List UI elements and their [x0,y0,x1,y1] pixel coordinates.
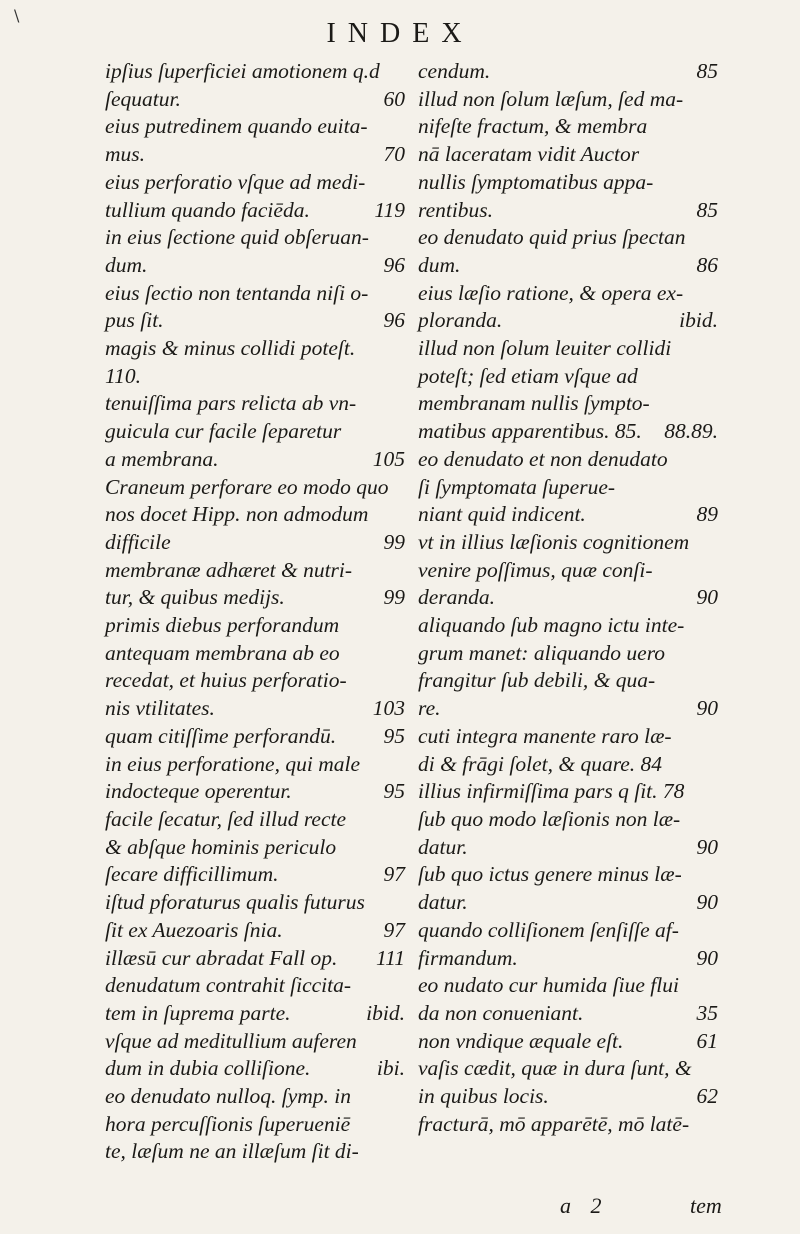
index-entry [418,446,718,529]
index-entry-line: hora percuſſionis ſuperueniē [105,1111,351,1136]
index-entry-line: illud non ſolum læſum, ſed ma- [418,86,684,111]
index-entry-line: di & frāgi ſolet, & quare. 84 [418,751,663,776]
page-reference: 90 [696,890,718,915]
index-entry-line: 70 mus. [121,141,405,169]
index-entry-line: eius ſectio non tentanda niſi o- [105,280,369,305]
index-entry-line: membranam nullis ſympto- [418,391,650,416]
index-entry-line: grum manet: aliquando uero [418,640,666,665]
index-entry [418,86,718,225]
page-reference: 90 [696,585,718,610]
index-entry-line: primis diebus perforandum [105,613,340,638]
index-entry [105,280,405,335]
index-entry-line: 97 ſit ex Auezoaris ſnia. [121,917,405,945]
running-head: INDEX [326,18,474,49]
index-entry-line: guicula cur facile ſeparetur [105,419,342,444]
index-entry-line: eius læſio ratione, & opera ex- [418,280,684,305]
index-entry-line: 85 cendum. [434,58,718,86]
right-column [418,58,718,1138]
index-entry-line: 62 in quibus locis. [434,1083,718,1111]
corner-mark: \ [14,6,20,25]
index-entry [418,972,718,1027]
index-entry [105,224,405,279]
index-entry [418,917,718,972]
index-entry-line: ibid. tem in ſuprema parte. [121,1000,405,1028]
index-entry-line: facile ſecatur, ſed illud recte [105,806,347,831]
index-entry-line: 86 dum. [434,252,718,280]
index-entry-line: 90 datur. [434,889,718,917]
index-entry-line: eius perforatio vſque ad medi- [105,169,366,194]
index-entry-line: in eius perforatione, qui male [105,751,360,776]
page-reference: ibid. [366,1000,405,1025]
index-entry [105,474,405,557]
index-entry-line: ipſius ſuperficiei amotionem q.d [105,59,380,83]
index-entry-line: illud non ſolum leuiter collidi [418,336,672,361]
index-entry [105,751,405,806]
index-entry-line: magis & minus collidi poteſt. [105,336,356,361]
index-entry [418,778,718,806]
index-entry-line: fracturā, mō apparētē, mō latē- [418,1111,690,1136]
index-entry-line: 97 ſecare difficillimum. [121,861,405,889]
index-entry-line: eo denudato et non denudato [418,446,668,471]
index-entry-line: vſque ad meditullium auferen [105,1028,357,1053]
page-reference: 119 [374,197,405,222]
index-entry-line: 60 ſequatur. [121,86,405,114]
catchword: tem [690,1193,722,1218]
index-entry-line: vt in illius læſionis cognitionem [418,529,690,554]
index-entry-line: 35 da non conueniant. [434,1000,718,1028]
index-entry [418,58,718,86]
index-entry-line: 105 a membrana. [121,446,405,474]
page-reference: 103 [372,696,405,721]
page-reference: 96 [383,252,405,277]
page-reference: ibi. [376,1056,405,1081]
index-entry-line: ibi. dum in dubia colliſione. [121,1055,405,1083]
index-entry-line: nullis ſymptomatibus appa- [418,169,654,194]
page-reference: 89 [696,502,718,527]
index-entry-line: cuti integra manente raro læ- [418,723,672,748]
index-entry-line: 119 tullium quando faciēda. [121,197,405,225]
page-reference: 90 [696,834,718,859]
index-entry [105,806,405,889]
index-entry-line: nā laceratam vidit Auctor [418,142,640,167]
page-reference: 60 [383,86,405,111]
page-reference: 61 [696,1028,718,1053]
index-entry [105,1083,405,1166]
page-reference: 99 [383,529,405,554]
index-entry-line: venire poſſimus, quæ conſi- [418,557,653,582]
index-entry-line: 61 non vndique æquale eſt. [434,1028,718,1056]
index-entry-line: 103 nis vtilitates. [121,695,405,723]
index-entry-line: & abſque hominis periculo [105,834,337,859]
index-entry-line: eo nudato cur humida ſiue flui [418,973,679,998]
index-entry-line: 99 difficile [121,529,405,557]
page-reference: 95 [383,779,405,804]
index-entry [105,335,405,390]
page-reference: 99 [383,585,405,610]
index-entry [418,1111,718,1139]
page-reference: 90 [696,696,718,721]
page-reference: 105 [372,446,405,471]
index-entry-line: 99 tur, & quibus medijs. [121,584,405,612]
index-entry [105,889,405,944]
index-entry-line: ibid. ploranda. [434,307,718,335]
index-entry [418,1028,718,1056]
index-entry [105,58,405,113]
index-entry [105,612,405,723]
index-entry-line: ſub quo ictus genere minus læ- [418,862,682,887]
page-reference: 90 [696,945,718,970]
index-entry-line: vaſis cædit, quæ in dura ſunt, & [418,1056,692,1081]
page-reference: 86 [696,252,718,277]
index-entry-line: illius infirmiſſima pars q ſit. 78 [418,779,685,804]
index-entry [105,1028,405,1083]
index-entry-line: quando colliſionem ſenſiſſe af- [418,917,679,942]
index-entry-line: 110. [105,363,142,388]
index-entry-line: 111 illæsū cur abradat Fall op. [121,945,405,973]
signature-mark: a 2 [560,1193,602,1218]
index-entry [418,280,718,335]
index-entry-line: recedat, et huius perforatio- [105,668,347,693]
page-reference: 62 [696,1084,718,1109]
index-entry [105,723,405,751]
index-entry-line: frangitur ſub debili, & qua- [418,668,656,693]
index-entry-line: poteſt; ſed etiam vſque ad [418,363,638,388]
index-entry-line: eo denudato quid prius ſpectan [418,225,686,250]
index-entry [105,945,405,973]
left-column [105,58,405,1166]
index-entry-line: 96 dum. [121,252,405,280]
index-entry [105,557,405,612]
index-entry-line: 90 firmandum. [434,945,718,973]
index-entry-line: ſub quo modo læſionis non læ- [418,806,681,831]
index-entry-line: ſi ſymptomata ſuperue- [418,474,616,499]
index-entry-line: 89 niant quid indicent. [434,501,718,529]
index-entry-line: in eius ſectione quid obſeruan- [105,225,369,250]
index-entry [105,113,405,168]
index-entry-line: 90 re. [434,695,718,723]
index-entry-line: te, læſum ne an illæſum ſit di- [105,1139,359,1164]
index-entry [418,612,718,723]
index-entry-line: Craneum perforare eo modo quo [105,474,389,499]
page-reference: 85 [696,197,718,222]
index-entry-line: 88.89. matibus apparentibus. 85. [434,418,718,446]
index-entry-line: membranæ adhæret & nutri- [105,557,353,582]
index-entry [418,224,718,279]
index-entry-line: 85 rentibus. [434,197,718,225]
index-entry-line: 95 indocteque operentur. [121,778,405,806]
index-entry [418,1055,718,1110]
index-entry [418,806,718,861]
page-reference: 70 [383,142,405,167]
index-entry [418,335,718,446]
index-entry [418,723,718,778]
index-entry-line: 96 pus ſit. [121,307,405,335]
page-reference: 96 [383,308,405,333]
index-entry [418,861,718,916]
index-entry-line: 90 deranda. [434,584,718,612]
page-reference: 97 [383,862,405,887]
index-entry [105,169,405,224]
index-entry-line: eo denudato nulloq. ſymp. in [105,1084,352,1109]
index-entry [418,529,718,612]
page-reference: 88.89. [664,419,718,444]
index-entry-line: 90 datur. [434,834,718,862]
index-entry-line: nos docet Hipp. non admodum [105,502,369,527]
page-reference: 35 [696,1000,718,1025]
index-entry-line: aliquando ſub magno ictu inte- [418,613,685,638]
index-entry-line: denudatum contrahit ſiccita- [105,973,352,998]
index-entry-line: nifeſte fractum, & membra [418,114,648,139]
page-reference: 85 [696,59,718,83]
index-entry [105,972,405,1027]
index-entry-line: iſtud pforaturus qualis futurus [105,890,365,915]
index-entry-line: 95 quam citiſſime perforandū. [121,723,405,751]
index-entry-line: eius putredinem quando euita- [105,114,368,139]
page-reference: ibid. [679,308,718,333]
page-reference: 95 [383,723,405,748]
index-entry-line: antequam membrana ab eo [105,640,340,665]
index-entry [105,390,405,473]
index-entry-line: tenuiſſima pars relicta ab vn- [105,391,357,416]
page-reference: 97 [383,917,405,942]
page-reference: 111 [375,945,405,970]
